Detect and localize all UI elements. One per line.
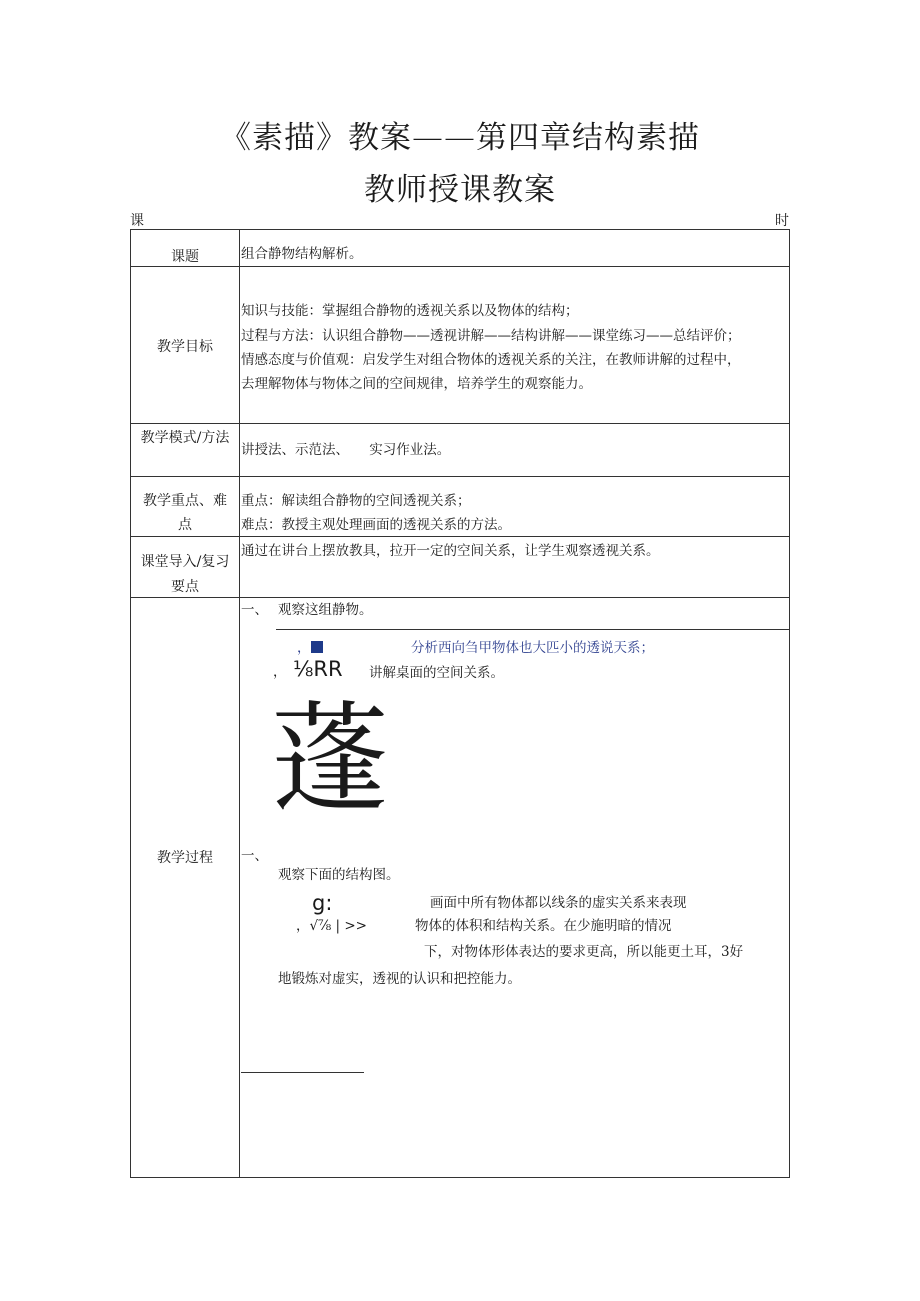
step2-text: 观察下面的结构图。: [278, 867, 400, 883]
document-subtitle: 教师授课教案: [364, 172, 556, 208]
process-line-b: 地锻炼对虚实，透视的认识和把控能力。: [278, 971, 521, 987]
focus-line-2: 难点：教授主观处理画面的透视关系的方法。: [241, 517, 511, 533]
symbol-mark: ，√⅞ | >>: [296, 918, 367, 934]
process-line-a: 下，对物体形体表达的要求更高，所以能更土耳，3好: [424, 944, 744, 960]
column-divider: [239, 230, 240, 1177]
step1-sub-code: ⅛RR: [293, 657, 343, 681]
row-divider: [131, 476, 789, 477]
goals-line-1: 知识与技能：掌握组合静物的透视关系以及物体的结构；: [241, 303, 579, 319]
step1-sub-prefix: ，: [273, 664, 287, 680]
focus-line-1: 重点：解读组合静物的空间透视关系；: [241, 493, 471, 509]
step1-sub-text: 讲解桌面的空间关系。: [369, 665, 504, 681]
intro-label-line1: 课堂导入/复习: [140, 554, 230, 570]
mode-text: 讲授法、示范法、 实习作业法。: [241, 442, 451, 458]
intro-label-line2: 要点: [171, 579, 199, 595]
symbol-text: 物体的体积和结构关系。在少施明暗的情况: [415, 918, 672, 934]
goals-label: 教学目标: [157, 339, 213, 355]
header-ke: 课: [130, 213, 144, 229]
topic-text: 组合静物结构解析。: [241, 246, 363, 262]
mode-label: 教学模式/方法: [140, 430, 230, 446]
lesson-plan-table: [130, 229, 790, 1178]
topic-label: 课题: [171, 249, 199, 265]
focus-label-line1: 教学重点、难: [143, 493, 227, 509]
blue-square-mark: [311, 641, 323, 653]
goals-line-4: 去理解物体与物体之间的空间规律，培养学生的观察能力。: [241, 376, 592, 392]
goals-line-2: 过程与方法：认识组合静物——透视讲解——结构讲解——课堂练习——总结评价；: [241, 328, 741, 344]
blank-line: [241, 1072, 364, 1073]
process-label: 教学过程: [157, 850, 213, 866]
focus-label-line2: 点: [178, 517, 192, 533]
step2-number: 一、: [241, 848, 268, 864]
intro-text: 通过在讲台上摆放教具，拉开一定的空间关系，让学生观察透视关系。: [241, 543, 660, 559]
header-shi: 时: [775, 213, 789, 229]
g-text: 画面中所有物体都以线条的虚实关系来表现: [430, 895, 687, 911]
row-divider: [131, 597, 789, 598]
blue-prefix: ，: [297, 640, 311, 656]
step1-underline: [276, 629, 789, 630]
goals-line-3: 情感态度与价值观：启发学生对组合物体的透视关系的关注，在教师讲解的过程中，: [241, 352, 741, 368]
step1-number: 一、: [241, 602, 268, 618]
document-title: 《素描》教案——第四章结构素描: [220, 120, 700, 156]
g-mark: g:: [312, 891, 333, 915]
step1-text: 观察这组静物。: [278, 602, 373, 618]
blue-note-text: 分析西向刍甲物体也大匹小的透说天系；: [411, 640, 654, 656]
large-character-figure: 蓬: [271, 690, 390, 828]
row-divider: [131, 423, 789, 424]
